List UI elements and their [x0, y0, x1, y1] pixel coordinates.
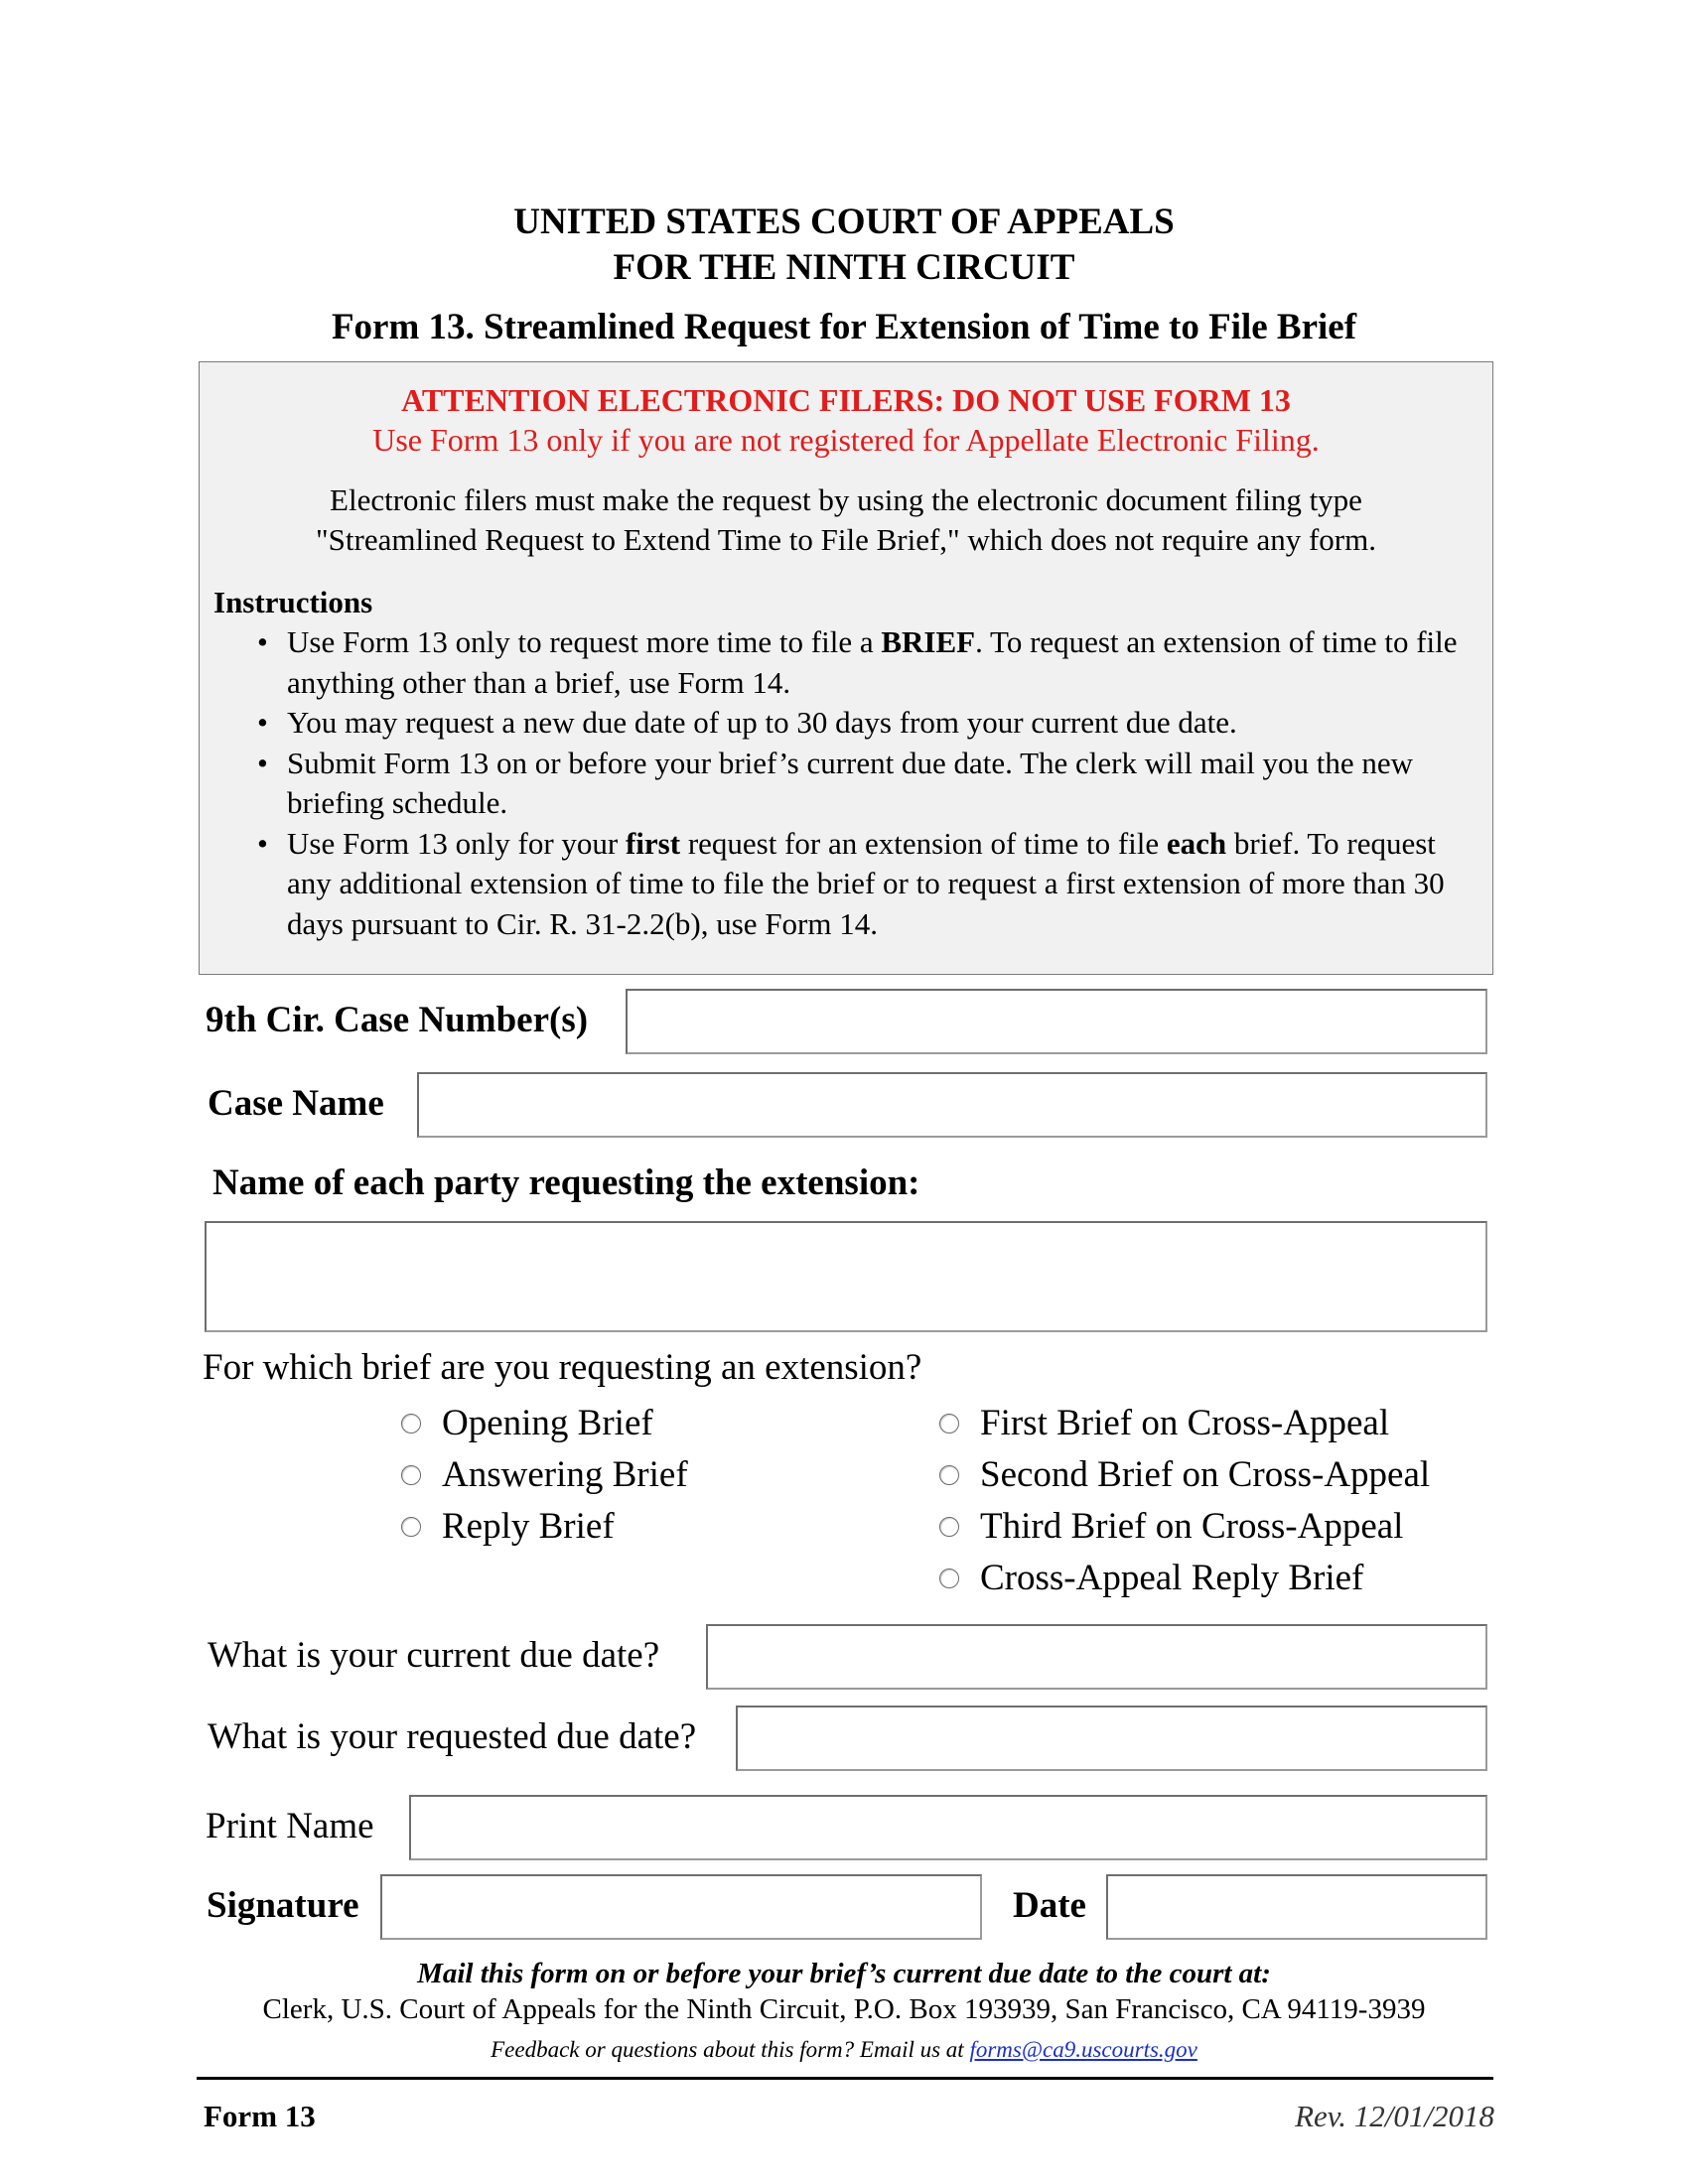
- party-label: Name of each party requesting the extension:: [212, 1162, 920, 1203]
- bullet-icon: •: [257, 624, 268, 659]
- signature-label: Signature: [207, 1885, 359, 1926]
- radio-label: Second Brief on Cross-Appeal: [980, 1454, 1431, 1495]
- brief-question: For which brief are you requesting an extension?: [203, 1347, 922, 1388]
- requested-due-label: What is your requested due date?: [208, 1716, 697, 1757]
- current-due-field[interactable]: [706, 1624, 1487, 1690]
- instruction-item: • Use Form 13 only for your first request for an extension of time to file each brief. To request any additional extension of time to file the brief or to request a first extension of more than 30 days pursuant to Cir. R. 31-2.2(b), use Form 14.: [257, 825, 1445, 941]
- instructions-heading: Instructions: [213, 585, 373, 619]
- radio-label: Reply Brief: [442, 1506, 615, 1547]
- radio-answering-brief[interactable]: [401, 1453, 688, 1496]
- efile-text-line1: Electronic filers must make the request by using the electronic document filing type: [330, 482, 1362, 517]
- radio-label: Opening Brief: [442, 1403, 653, 1443]
- radio-second-cross-appeal[interactable]: [939, 1453, 1430, 1496]
- case-name-field[interactable]: [417, 1072, 1487, 1138]
- party-field[interactable]: [205, 1221, 1487, 1332]
- court-name-line2: FOR THE NINTH CIRCUIT: [613, 247, 1075, 288]
- radio-label: First Brief on Cross-Appeal: [980, 1403, 1390, 1443]
- radio-circle-icon[interactable]: [401, 1414, 421, 1433]
- radio-reply-brief[interactable]: [401, 1505, 615, 1548]
- bullet-icon: •: [257, 825, 268, 861]
- radio-cross-appeal-reply[interactable]: [939, 1557, 1363, 1599]
- case-number-field[interactable]: [626, 989, 1487, 1054]
- print-name-label: Print Name: [206, 1806, 374, 1846]
- instructions-list: [257, 622, 1469, 944]
- footer-divider: [197, 2077, 1493, 2080]
- bullet-icon: •: [257, 705, 268, 740]
- radio-circle-icon[interactable]: [939, 1414, 959, 1433]
- form-title: Form 13. Streamlined Request for Extension of Time to File Brief: [331, 307, 1357, 347]
- radio-label: Answering Brief: [442, 1454, 688, 1495]
- bullet-icon: •: [257, 745, 268, 780]
- radio-circle-icon[interactable]: [939, 1569, 959, 1588]
- date-label: Date: [1013, 1885, 1086, 1926]
- radio-circle-icon[interactable]: [401, 1517, 421, 1537]
- mail-instruction: Mail this form on or before your brief’s current due date to the court at:: [417, 1958, 1271, 1989]
- instruction-item: • Use Form 13 only to request more time to file a BRIEF. To request an extension of time to file anything other than a brief, use Form 14.: [257, 624, 1458, 700]
- form-number: Form 13: [204, 2099, 316, 2133]
- radio-first-cross-appeal[interactable]: [939, 1402, 1389, 1444]
- radio-circle-icon[interactable]: [939, 1465, 959, 1485]
- feedback-line: [0, 2037, 1688, 2063]
- instruction-item: • You may request a new due date of up to 30 days from your current due date.: [287, 703, 1469, 744]
- court-name-line1: UNITED STATES COURT OF APPEALS: [513, 202, 1175, 242]
- radio-circle-icon[interactable]: [939, 1517, 959, 1537]
- efile-text-line2: "Streamlined Request to Extend Time to File Brief," which does not require any form.: [316, 522, 1376, 557]
- court-address: Clerk, U.S. Court of Appeals for the Ninth Circuit, P.O. Box 193939, San Francisco, CA 94119-3939: [262, 1993, 1426, 2025]
- registration-notice: Use Form 13 only if you are not registered for Appellate Electronic Filing.: [372, 422, 1320, 458]
- feedback-text: Feedback or questions about this form? Email us at: [491, 2037, 970, 2062]
- case-number-label: 9th Cir. Case Number(s): [206, 1000, 589, 1040]
- requested-due-field[interactable]: [736, 1706, 1487, 1771]
- signature-field[interactable]: [380, 1874, 982, 1940]
- radio-label: Cross-Appeal Reply Brief: [980, 1558, 1364, 1598]
- radio-circle-icon[interactable]: [401, 1465, 421, 1485]
- attention-notice: ATTENTION ELECTRONIC FILERS: DO NOT USE FORM 13: [401, 382, 1291, 418]
- print-name-field[interactable]: [409, 1795, 1487, 1860]
- date-field[interactable]: [1106, 1874, 1487, 1940]
- radio-label: Third Brief on Cross-Appeal: [980, 1506, 1404, 1547]
- instruction-item: • Submit Form 13 on or before your brief’s current due date. The clerk will mail you the new briefing schedule.: [257, 745, 1414, 820]
- radio-third-cross-appeal[interactable]: [939, 1505, 1403, 1548]
- case-name-label: Case Name: [208, 1083, 384, 1124]
- radio-opening-brief[interactable]: [401, 1402, 653, 1444]
- current-due-label: What is your current due date?: [208, 1635, 660, 1676]
- instructions-box: [199, 361, 1493, 975]
- revision-date: Rev. 12/01/2018: [1295, 2099, 1494, 2133]
- feedback-email-link[interactable]: forms@ca9.uscourts.gov: [969, 2037, 1197, 2062]
